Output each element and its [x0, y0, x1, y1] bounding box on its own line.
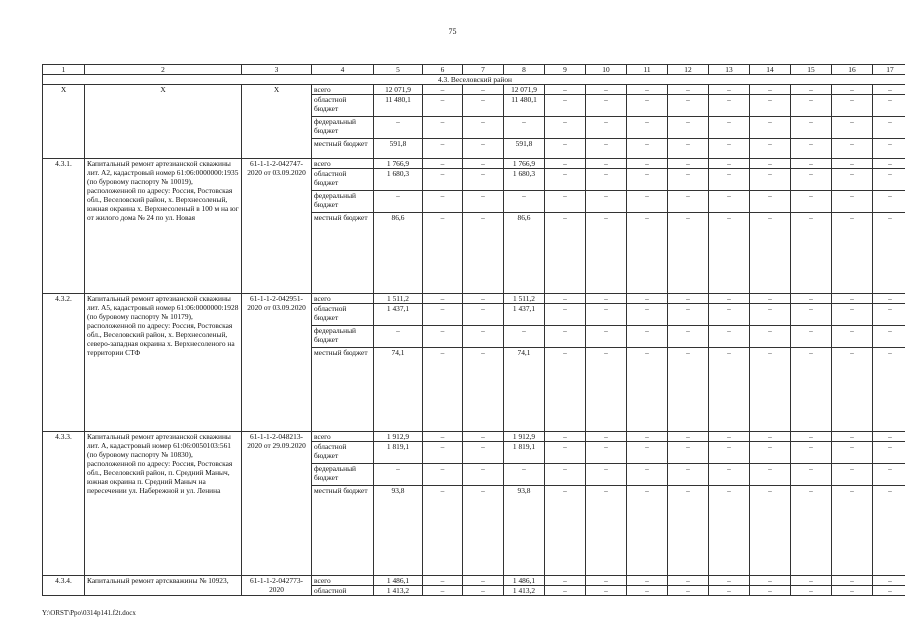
column-number: 17	[873, 65, 905, 75]
empty-value: –	[791, 213, 832, 294]
empty-value: –	[586, 139, 627, 159]
item-registry-code: 61-1-1-2-042951-2020 от 03.09.2020	[242, 294, 312, 432]
empty-value: –	[627, 159, 668, 169]
empty-value: –	[463, 95, 504, 117]
column-number: 6	[423, 65, 463, 75]
empty-value: –	[668, 348, 709, 432]
empty-value: –	[423, 95, 463, 117]
column-number: 11	[627, 65, 668, 75]
empty-value: –	[586, 486, 627, 576]
empty-value: –	[873, 159, 905, 169]
budget-type-label: всего	[312, 159, 374, 169]
empty-value: –	[709, 304, 750, 326]
regional-amount: 11 480,1	[504, 95, 545, 117]
section-row	[43, 75, 905, 85]
total-amount: 1 437,1	[374, 304, 423, 326]
column-number: 14	[750, 65, 791, 75]
empty-value: –	[423, 159, 463, 169]
empty-value: –	[586, 304, 627, 326]
empty-value: –	[463, 464, 504, 486]
regional-amount: –	[504, 191, 545, 213]
empty-value: –	[832, 117, 873, 139]
empty-value: –	[627, 294, 668, 304]
empty-value: –	[586, 586, 627, 596]
summary-row	[43, 85, 905, 95]
empty-value: –	[586, 464, 627, 486]
empty-value: –	[873, 576, 905, 586]
empty-value: –	[668, 95, 709, 117]
regional-amount: 12 071,9	[504, 85, 545, 95]
table-body	[43, 65, 905, 596]
empty-value: –	[750, 464, 791, 486]
empty-value: –	[586, 348, 627, 432]
empty-value: –	[586, 576, 627, 586]
total-amount: 1 819,1	[374, 442, 423, 464]
empty-value: –	[709, 85, 750, 95]
empty-value: –	[668, 139, 709, 159]
empty-value: –	[668, 576, 709, 586]
empty-value: –	[423, 85, 463, 95]
empty-value: –	[545, 304, 586, 326]
empty-value: –	[668, 294, 709, 304]
empty-value: –	[586, 95, 627, 117]
empty-value: –	[709, 117, 750, 139]
empty-value: –	[668, 442, 709, 464]
budget-type-label: местный бюджет	[312, 348, 374, 432]
empty-value: –	[586, 169, 627, 191]
regional-amount: 1 437,1	[504, 304, 545, 326]
empty-value: –	[668, 213, 709, 294]
empty-value: –	[668, 486, 709, 576]
empty-value: –	[791, 95, 832, 117]
item-description: Капитальный ремонт артезианской скважины лит. А5, кадастровый номер 61:06:0000000:1928 (по буровому паспорту № 10179), расположенной по адресу: Россия, Ростовская обл., Веселовский район, х. Верхнесоленый, северо-западная окраина х. Верхнесоленого на территории СТФ	[85, 294, 242, 432]
empty-value: –	[709, 169, 750, 191]
empty-value: –	[463, 304, 504, 326]
empty-value: –	[627, 576, 668, 586]
empty-value: –	[586, 213, 627, 294]
empty-value: –	[545, 576, 586, 586]
total-amount: 591,8	[374, 139, 423, 159]
empty-value: –	[627, 117, 668, 139]
empty-value: –	[423, 442, 463, 464]
empty-value: –	[668, 117, 709, 139]
empty-value: –	[545, 464, 586, 486]
empty-value: –	[545, 95, 586, 117]
empty-value: –	[627, 191, 668, 213]
empty-value: –	[463, 191, 504, 213]
column-number: 8	[504, 65, 545, 75]
empty-value: –	[586, 326, 627, 348]
total-amount: –	[374, 326, 423, 348]
empty-value: –	[668, 85, 709, 95]
budget-type-label: областной бюджет	[312, 95, 374, 117]
empty-value: –	[832, 304, 873, 326]
empty-value: –	[709, 139, 750, 159]
empty-value: –	[791, 169, 832, 191]
total-amount: 1 680,3	[374, 169, 423, 191]
empty-value: –	[709, 159, 750, 169]
total-amount: 11 480,1	[374, 95, 423, 117]
empty-value: –	[750, 576, 791, 586]
empty-value: –	[750, 294, 791, 304]
empty-value: –	[586, 191, 627, 213]
budget-type-label: областной бюджет	[312, 169, 374, 191]
empty-value: –	[791, 139, 832, 159]
page-number: 75	[448, 27, 457, 36]
empty-value: –	[832, 159, 873, 169]
item-description: Капитальный ремонт артскважины № 10923,	[85, 576, 242, 596]
financing-table	[42, 64, 905, 596]
empty-value: –	[791, 586, 832, 596]
budget-type-label: всего	[312, 294, 374, 304]
regional-amount: 1 413,2	[504, 586, 545, 596]
column-number: 9	[545, 65, 586, 75]
section-title: 4.3. Веселовский район	[43, 75, 905, 85]
empty-value: –	[545, 139, 586, 159]
empty-value: –	[586, 432, 627, 442]
regional-amount: 1 486,1	[504, 576, 545, 586]
empty-value: –	[750, 586, 791, 596]
total-amount: 1 511,2	[374, 294, 423, 304]
empty-value: –	[627, 348, 668, 432]
budget-type-label: областной бюджет	[312, 304, 374, 326]
column-number: 4	[312, 65, 374, 75]
empty-value: –	[791, 464, 832, 486]
empty-value: –	[791, 486, 832, 576]
empty-value: –	[832, 576, 873, 586]
empty-value: –	[709, 326, 750, 348]
empty-value: –	[791, 442, 832, 464]
budget-type-label: областной бюджет	[312, 442, 374, 464]
total-amount: –	[374, 117, 423, 139]
empty-value: –	[668, 326, 709, 348]
item-description: Капитальный ремонт артезианской скважины лит. А, кадастровый номер 61:06:0050103:561 (по буровому паспорту № 10830), расположенной по адресу: Россия, Ростовская обл., Веселовский район, п. Средний Маныч, южная окраина п. Средний Маныч на пересечении ул. Набережной и ул. Ленина	[85, 432, 242, 576]
regional-amount: –	[504, 117, 545, 139]
empty-value: –	[463, 139, 504, 159]
total-amount: 1 486,1	[374, 576, 423, 586]
budget-type-label: федеральный бюджет	[312, 464, 374, 486]
empty-value: –	[545, 432, 586, 442]
empty-value: –	[709, 213, 750, 294]
regional-amount: 1 766,9	[504, 159, 545, 169]
budget-type-label: местный бюджет	[312, 486, 374, 576]
empty-value: –	[709, 586, 750, 596]
empty-value: –	[423, 191, 463, 213]
file-path-footer: Y:\ORST\Ppo\0314p141.f2t.docx	[42, 609, 136, 617]
empty-value: –	[627, 139, 668, 159]
empty-value: –	[627, 95, 668, 117]
empty-value: –	[873, 139, 905, 159]
item-number: 4.3.4.	[43, 576, 85, 596]
empty-value: –	[750, 213, 791, 294]
total-amount: 86,6	[374, 213, 423, 294]
column-number: 3	[242, 65, 312, 75]
total-amount: 1 912,9	[374, 432, 423, 442]
empty-value: –	[750, 117, 791, 139]
empty-value: –	[832, 139, 873, 159]
empty-value: –	[873, 326, 905, 348]
empty-value: –	[791, 348, 832, 432]
item-number: 4.3.3.	[43, 432, 85, 576]
empty-value: –	[832, 169, 873, 191]
empty-value: –	[832, 294, 873, 304]
empty-value: –	[750, 432, 791, 442]
empty-value: –	[423, 348, 463, 432]
empty-value: –	[423, 486, 463, 576]
empty-value: –	[463, 213, 504, 294]
empty-value: –	[423, 139, 463, 159]
empty-value: –	[791, 159, 832, 169]
empty-value: –	[832, 85, 873, 95]
empty-value: –	[423, 586, 463, 596]
empty-value: –	[586, 442, 627, 464]
empty-value: –	[709, 576, 750, 586]
empty-value: –	[423, 432, 463, 442]
empty-value: –	[791, 326, 832, 348]
item-row	[43, 159, 905, 169]
column-number: 10	[586, 65, 627, 75]
empty-value: –	[873, 85, 905, 95]
column-number: 13	[709, 65, 750, 75]
budget-type-label: областной	[312, 586, 374, 596]
item-row	[43, 576, 905, 586]
empty-value: –	[463, 576, 504, 586]
column-number-row	[43, 65, 905, 75]
regional-amount: –	[504, 464, 545, 486]
empty-value: –	[832, 191, 873, 213]
item-description: Капитальный ремонт артезианской скважины лит. А2, кадастровый номер 61:06:0000000:1935 (по буровому паспорту № 10019), расположенной по адресу: Россия, Ростовская обл., Веселовский район, х. Верхнесоленый, южная окраина х. Верхнесоленый в 100 м на юг от жилого дома № 24 по ул. Новая	[85, 159, 242, 294]
empty-value: –	[423, 117, 463, 139]
empty-value: –	[709, 486, 750, 576]
empty-value: –	[873, 586, 905, 596]
empty-value: –	[423, 326, 463, 348]
empty-value: –	[832, 348, 873, 432]
empty-value: –	[668, 159, 709, 169]
empty-value: –	[627, 85, 668, 95]
empty-value: –	[463, 348, 504, 432]
empty-value: –	[873, 213, 905, 294]
empty-value: –	[750, 139, 791, 159]
empty-value: –	[873, 294, 905, 304]
empty-value: –	[545, 169, 586, 191]
empty-value: –	[586, 117, 627, 139]
empty-value: –	[750, 486, 791, 576]
empty-value: –	[709, 95, 750, 117]
empty-value: –	[423, 304, 463, 326]
empty-value: –	[832, 326, 873, 348]
budget-type-label: федеральный бюджет	[312, 191, 374, 213]
empty-value: –	[832, 442, 873, 464]
column-number: 12	[668, 65, 709, 75]
budget-type-label: местный бюджет	[312, 139, 374, 159]
empty-value: –	[873, 348, 905, 432]
empty-value: –	[750, 348, 791, 432]
regional-amount: 591,8	[504, 139, 545, 159]
empty-value: –	[873, 432, 905, 442]
total-amount: 1 413,2	[374, 586, 423, 596]
item-registry-code: 61-1-1-2-048213-2020 от 29.09.2020	[242, 432, 312, 576]
empty-value: –	[668, 169, 709, 191]
regional-amount: 86,6	[504, 213, 545, 294]
empty-value: –	[873, 117, 905, 139]
empty-value: –	[750, 169, 791, 191]
empty-value: –	[709, 191, 750, 213]
empty-value: –	[545, 159, 586, 169]
column-number: 2	[85, 65, 242, 75]
empty-value: –	[832, 586, 873, 596]
empty-value: –	[832, 464, 873, 486]
empty-value: –	[709, 348, 750, 432]
regional-amount: 1 680,3	[504, 169, 545, 191]
item-number: 4.3.2.	[43, 294, 85, 432]
regional-amount: –	[504, 326, 545, 348]
empty-value: –	[750, 159, 791, 169]
empty-value: –	[873, 464, 905, 486]
budget-type-label: федеральный бюджет	[312, 117, 374, 139]
summary-description: Х	[85, 85, 242, 159]
empty-value: –	[873, 486, 905, 576]
empty-value: –	[791, 576, 832, 586]
empty-value: –	[709, 442, 750, 464]
regional-amount: 1 819,1	[504, 442, 545, 464]
empty-value: –	[423, 169, 463, 191]
empty-value: –	[545, 586, 586, 596]
empty-value: –	[545, 213, 586, 294]
empty-value: –	[423, 294, 463, 304]
regional-amount: 93,8	[504, 486, 545, 576]
empty-value: –	[545, 117, 586, 139]
empty-value: –	[627, 464, 668, 486]
empty-value: –	[627, 169, 668, 191]
empty-value: –	[750, 442, 791, 464]
empty-value: –	[791, 304, 832, 326]
item-row	[43, 294, 905, 304]
empty-value: –	[463, 85, 504, 95]
empty-value: –	[873, 191, 905, 213]
empty-value: –	[545, 486, 586, 576]
empty-value: –	[545, 191, 586, 213]
summary-number: Х	[43, 85, 85, 159]
empty-value: –	[750, 191, 791, 213]
empty-value: –	[463, 486, 504, 576]
empty-value: –	[545, 348, 586, 432]
total-amount: 93,8	[374, 486, 423, 576]
empty-value: –	[668, 432, 709, 442]
empty-value: –	[873, 169, 905, 191]
empty-value: –	[423, 464, 463, 486]
empty-value: –	[586, 85, 627, 95]
empty-value: –	[545, 294, 586, 304]
empty-value: –	[791, 432, 832, 442]
budget-type-label: всего	[312, 85, 374, 95]
budget-type-label: федеральный бюджет	[312, 326, 374, 348]
budget-type-label: местный бюджет	[312, 213, 374, 294]
empty-value: –	[873, 442, 905, 464]
total-amount: –	[374, 191, 423, 213]
empty-value: –	[463, 169, 504, 191]
empty-value: –	[668, 191, 709, 213]
empty-value: –	[627, 326, 668, 348]
empty-value: –	[873, 304, 905, 326]
budget-type-label: всего	[312, 576, 374, 586]
item-registry-code: 61-1-1-2-042773-2020	[242, 576, 312, 596]
empty-value: –	[750, 85, 791, 95]
empty-value: –	[709, 294, 750, 304]
empty-value: –	[463, 326, 504, 348]
empty-value: –	[586, 159, 627, 169]
empty-value: –	[463, 586, 504, 596]
empty-value: –	[668, 464, 709, 486]
total-amount: –	[374, 464, 423, 486]
empty-value: –	[463, 442, 504, 464]
empty-value: –	[627, 213, 668, 294]
empty-value: –	[832, 95, 873, 117]
regional-amount: 1 511,2	[504, 294, 545, 304]
empty-value: –	[423, 576, 463, 586]
item-number: 4.3.1.	[43, 159, 85, 294]
empty-value: –	[463, 159, 504, 169]
empty-value: –	[709, 464, 750, 486]
total-amount: 12 071,9	[374, 85, 423, 95]
empty-value: –	[750, 304, 791, 326]
empty-value: –	[750, 95, 791, 117]
empty-value: –	[463, 432, 504, 442]
column-number: 5	[374, 65, 423, 75]
total-amount: 74,1	[374, 348, 423, 432]
empty-value: –	[463, 294, 504, 304]
empty-value: –	[791, 294, 832, 304]
empty-value: –	[627, 432, 668, 442]
empty-value: –	[423, 213, 463, 294]
empty-value: –	[668, 586, 709, 596]
column-number: 15	[791, 65, 832, 75]
empty-value: –	[791, 191, 832, 213]
empty-value: –	[791, 85, 832, 95]
empty-value: –	[832, 213, 873, 294]
empty-value: –	[873, 95, 905, 117]
empty-value: –	[832, 432, 873, 442]
empty-value: –	[627, 304, 668, 326]
empty-value: –	[545, 442, 586, 464]
regional-amount: 1 912,9	[504, 432, 545, 442]
regional-amount: 74,1	[504, 348, 545, 432]
empty-value: –	[586, 294, 627, 304]
empty-value: –	[709, 432, 750, 442]
empty-value: –	[627, 586, 668, 596]
empty-value: –	[668, 304, 709, 326]
summary-code: Х	[242, 85, 312, 159]
empty-value: –	[545, 326, 586, 348]
column-number: 1	[43, 65, 85, 75]
item-row	[43, 432, 905, 442]
empty-value: –	[750, 326, 791, 348]
empty-value: –	[545, 85, 586, 95]
total-amount: 1 766,9	[374, 159, 423, 169]
item-registry-code: 61-1-1-2-042747-2020 от 03.09.2020	[242, 159, 312, 294]
empty-value: –	[627, 486, 668, 576]
budget-type-label: всего	[312, 432, 374, 442]
column-number: 7	[463, 65, 504, 75]
column-number: 16	[832, 65, 873, 75]
empty-value: –	[463, 117, 504, 139]
empty-value: –	[791, 117, 832, 139]
empty-value: –	[627, 442, 668, 464]
empty-value: –	[832, 486, 873, 576]
